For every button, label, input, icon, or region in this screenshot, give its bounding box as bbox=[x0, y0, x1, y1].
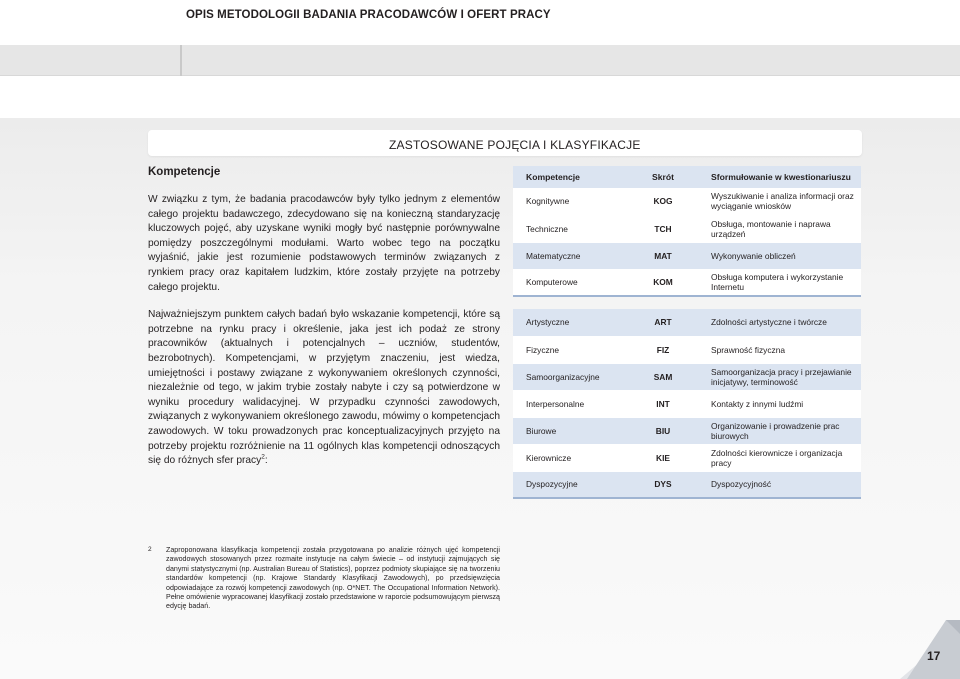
competence-code: KIE bbox=[628, 444, 698, 471]
top-margin bbox=[0, 0, 960, 45]
competence-code: MAT bbox=[628, 242, 698, 269]
competence-name: Matematyczne bbox=[513, 242, 628, 269]
competence-description: Wyszukiwanie i analiza informacji oraz wyciąganie wniosków bbox=[698, 188, 861, 215]
competence-name: Biurowe bbox=[513, 417, 628, 444]
competence-description: Zdolności kierownicze i organizacja pracy bbox=[698, 444, 861, 471]
competence-description: Dyspozycyjność bbox=[698, 471, 861, 498]
table-row bbox=[513, 215, 861, 242]
competence-code: BIU bbox=[628, 417, 698, 444]
competence-name: Kierownicze bbox=[513, 444, 628, 471]
footnote-reference[interactable]: 2 bbox=[261, 453, 265, 461]
paragraph-2-text: Najważniejszym punktem całych badań było wskazanie kompetencji, które są potrzebne na rynku pracy i określenie, jaka jest ich podaż ze strony pracowników (aktualnych i potencjalnych – uczniów, studentów, bezrobotnych). Kompetencjami, w przyjętym znaczeniu, jest wiedza, umiejętności i postawy związane z wykonywaniem określonych czynności, niezależnie od tego, w jakim trybie zostały nabyte i czy są potwierdzone w wyniku procedury walidacyjnej. W przypadku czynności zawodowych, związanych z wykonywaniem określonego zawodu, mówimy o kompetencjach zawodowych. W toku prowadzonych prac konceptualizacyjnych przyjęto na potrzeby projektu rozróżnienie na 11 ogólnych klas kompetencji odnoszących się do różnych sfer pracy bbox=[148, 309, 500, 467]
column-header-competences: Kompetencje bbox=[513, 166, 628, 188]
column-header-questionnaire-wording: Sformułowanie w kwestionariuszu bbox=[698, 166, 861, 188]
paragraph-2-end: : bbox=[264, 455, 268, 467]
competence-name: Techniczne bbox=[513, 215, 628, 242]
table-row bbox=[513, 188, 861, 215]
table-row bbox=[513, 309, 861, 336]
competence-name: Dyspozycyjne bbox=[513, 471, 628, 498]
paragraph-1: W związku z tym, że badania pracodawców były tylko jednym z elementów całego projektu badawczego, zdecydowano się na konieczną standaryzację kluczowych pojęć, aby uzyskane wyniki mogły być następnie porównywalne pomiędzy poszczególnymi modułami. Warto wobec tego na początku wyjaśnić, jakie jest rozumienie podstawowych terminów związanych z rynkiem pracy oraz kapitałem ludzkim, które zostały przyjęte na potrzeby całego projektu. bbox=[148, 194, 500, 293]
table-row bbox=[513, 390, 861, 417]
running-header bbox=[0, 45, 960, 76]
footnote-number: 2 bbox=[148, 546, 152, 553]
section-title: ZASTOSOWANE POJĘCIA I KLASYFIKACJE bbox=[389, 138, 641, 152]
gap-cell bbox=[513, 296, 861, 309]
table-row bbox=[513, 444, 861, 471]
paragraph-2 bbox=[148, 308, 500, 469]
competence-description: Wykonywanie obliczeń bbox=[698, 242, 861, 269]
competence-description: Kontakty z innymi ludźmi bbox=[698, 390, 861, 417]
competence-description: Samoorganizacja pracy i przejawianie inicjatywy, terminowość bbox=[698, 363, 861, 390]
table-row bbox=[513, 417, 861, 444]
competence-name: Artystyczne bbox=[513, 309, 628, 336]
competence-name: Komputerowe bbox=[513, 269, 628, 296]
running-header-title: OPIS METODOLOGII BADANIA PRACODAWCÓW I OFERT PRACY bbox=[186, 9, 551, 21]
competence-description: Sprawność fizyczna bbox=[698, 336, 861, 363]
table-row bbox=[513, 471, 861, 498]
table-row bbox=[513, 336, 861, 363]
footnote-text: Zaproponowana klasyfikacja kompetencji została przygotowana po analizie różnych ujęć kompetencji zawodowych stosowanych przez rozmaite instytucje na całym świecie – od instytucji zajmujących się danymi statystycznymi (np. Australian Bureau of Statistics), poprzez podmioty skupiające się na tworzeniu standardów kompetencji (np. Krajowe Standardy Klasyfikacji Zawodowych), po przedsięwzięcia odpowiadające za rozwój kompetencji zawodowych (np. O*NET. The Occupational Information Network). Pełne omówienie wypracowanej klasyfikacji zostało przedstawione w raporcie podsumowującym pierwszą edycję badań. bbox=[166, 546, 500, 611]
competence-description: Organizowanie i prowadzenie prac biurowych bbox=[698, 417, 861, 444]
table-header-row bbox=[513, 166, 861, 188]
competence-description: Obsługa komputera i wykorzystanie Internetu bbox=[698, 269, 861, 296]
competences-table bbox=[513, 166, 861, 499]
competence-name: Kognitywne bbox=[513, 188, 628, 215]
body-text-column bbox=[148, 166, 500, 469]
competence-code: KOM bbox=[628, 269, 698, 296]
competence-name: Samoorganizacyjne bbox=[513, 363, 628, 390]
competence-code: TCH bbox=[628, 215, 698, 242]
competence-description: Obsługa, montowanie i naprawa urządzeń bbox=[698, 215, 861, 242]
table-group-gap bbox=[513, 296, 861, 309]
competence-description: Zdolności artystyczne i twórcze bbox=[698, 309, 861, 336]
competence-code: FIZ bbox=[628, 336, 698, 363]
competence-code: INT bbox=[628, 390, 698, 417]
competence-name: Interpersonalne bbox=[513, 390, 628, 417]
subsection-heading: Kompetencje bbox=[148, 166, 221, 178]
table-row bbox=[513, 363, 861, 390]
table-row bbox=[513, 269, 861, 296]
competence-code: SAM bbox=[628, 363, 698, 390]
header-accent-line bbox=[180, 45, 182, 76]
table-row bbox=[513, 242, 861, 269]
column-header-abbreviation: Skrót bbox=[628, 166, 698, 188]
competence-name: Fizyczne bbox=[513, 336, 628, 363]
competence-code: DYS bbox=[628, 471, 698, 498]
competence-code: ART bbox=[628, 309, 698, 336]
competence-code: KOG bbox=[628, 188, 698, 215]
page-number: 17 bbox=[927, 649, 941, 663]
